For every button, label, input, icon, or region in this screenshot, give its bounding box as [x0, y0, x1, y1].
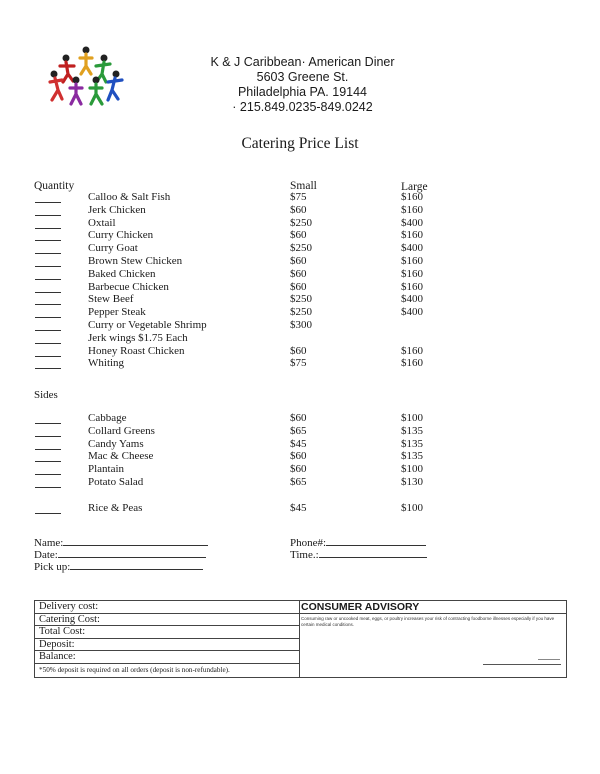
list-item — [0, 476, 600, 489]
small-price: $45 — [290, 437, 307, 450]
deposit-note: *50% deposit is required on all orders (deposit is non-refundable). — [39, 665, 230, 674]
small-price: $60 — [290, 450, 307, 463]
quantity-blank[interactable] — [35, 204, 61, 216]
small-price: $250 — [290, 306, 312, 319]
quantity-blank[interactable] — [35, 242, 61, 254]
name-label: Name: — [34, 537, 64, 549]
phone-input-line[interactable] — [326, 535, 426, 546]
list-item — [0, 242, 600, 255]
small-price: $60 — [290, 280, 307, 293]
list-item — [0, 229, 600, 242]
small-price: $60 — [290, 412, 307, 424]
large-price: $130 — [401, 476, 423, 488]
item-name: Oxtail — [88, 216, 116, 229]
quantity-blank[interactable] — [35, 450, 61, 462]
small-price: $65 — [290, 476, 307, 488]
item-name: Whiting — [88, 357, 125, 370]
date-input-line[interactable] — [58, 547, 206, 558]
item-name: Plantain — [88, 463, 125, 476]
small-price: $65 — [290, 424, 307, 437]
time-input-line[interactable] — [319, 547, 427, 558]
restaurant-street: 5603 Greene St. — [256, 70, 349, 84]
quantity-blank[interactable] — [35, 502, 61, 514]
list-item — [0, 306, 600, 319]
small-price: $75 — [290, 191, 307, 203]
list-item — [0, 345, 600, 358]
list-item — [0, 268, 600, 281]
deposit-row[interactable]: Deposit: — [35, 639, 299, 652]
list-item — [0, 332, 600, 345]
large-price: $100 — [401, 412, 423, 424]
item-name: Collard Greens — [88, 424, 155, 437]
list-item — [0, 463, 600, 476]
large-price: $160 — [401, 267, 423, 280]
quantity-blank[interactable] — [35, 438, 61, 450]
item-name: Brown Stew Chicken — [88, 255, 183, 267]
quantity-blank[interactable] — [35, 191, 61, 203]
large-price: $135 — [401, 450, 423, 463]
large-price: $160 — [401, 255, 423, 267]
item-name: Curry Chicken — [88, 229, 154, 242]
item-name: Stew Beef — [88, 293, 134, 306]
pickup-field — [34, 559, 203, 573]
name-input-line[interactable] — [63, 535, 208, 546]
quantity-column-header: Quantity — [34, 180, 75, 192]
balance-row[interactable]: Balance: — [35, 651, 299, 664]
large-column-header: Large — [401, 181, 428, 193]
small-price: $250 — [290, 293, 312, 306]
list-item — [0, 319, 600, 332]
dancers-logo-icon — [46, 44, 126, 106]
small-price: $60 — [290, 229, 307, 242]
large-price: $400 — [401, 242, 423, 255]
advisory-text: Consuming raw or uncooked meat, eggs, or poultry increases your risk of contracting foodborne illnesses especially if you have certain medical conditions. — [301, 616, 555, 627]
list-item — [0, 255, 600, 268]
item-name: Calloo & Salt Fish — [88, 191, 171, 203]
large-price: $160 — [401, 344, 423, 357]
small-price: $75 — [290, 357, 307, 370]
item-name: Rice & Peas — [88, 502, 143, 514]
item-name: Jerk wings $1.75 Each — [88, 331, 188, 344]
small-column-header: Small — [290, 180, 317, 192]
cost-summary-box — [34, 600, 300, 678]
item-name: Curry or Vegetable Shrimp — [88, 319, 207, 331]
item-name: Pepper Steak — [88, 306, 146, 319]
advisory-title: CONSUMER ADVISORY — [298, 601, 566, 614]
catering-cost-row[interactable]: Catering Cost: — [35, 614, 299, 627]
small-price: $250 — [290, 216, 312, 229]
quantity-blank[interactable] — [35, 463, 61, 475]
large-price: $160 — [401, 280, 423, 293]
item-name: Baked Chicken — [88, 267, 156, 280]
large-price: $135 — [401, 424, 423, 437]
small-price: $300 — [290, 319, 312, 331]
advisory-mark — [538, 659, 560, 660]
list-item — [0, 191, 600, 204]
small-price: $60 — [290, 267, 307, 280]
delivery-cost-row[interactable]: Delivery cost: — [35, 601, 299, 614]
large-price: $400 — [401, 306, 423, 319]
list-item — [0, 438, 600, 451]
quantity-blank[interactable] — [35, 217, 61, 229]
large-price: $160 — [401, 229, 423, 242]
list-item — [0, 450, 600, 463]
phone-label: Phone#: — [290, 537, 327, 549]
item-name: Honey Roast Chicken — [88, 344, 185, 357]
pickup-input-line[interactable] — [70, 559, 203, 570]
quantity-blank[interactable] — [35, 306, 61, 318]
time-label: Time.: — [290, 549, 319, 561]
list-item — [0, 357, 600, 370]
total-cost-row[interactable]: Total Cost: — [35, 626, 299, 639]
list-item — [0, 412, 600, 425]
item-name: Mac & Cheese — [88, 450, 154, 463]
quantity-blank[interactable] — [35, 319, 61, 331]
item-name: Cabbage — [88, 412, 127, 424]
item-name: Candy Yams — [88, 437, 144, 450]
time-field — [290, 547, 427, 561]
large-price: $400 — [401, 216, 423, 229]
large-price: $100 — [401, 463, 423, 476]
quantity-blank[interactable] — [35, 412, 61, 424]
list-item — [0, 217, 600, 230]
small-price: $60 — [290, 344, 307, 357]
consumer-advisory-box — [298, 600, 567, 678]
quantity-blank[interactable] — [35, 476, 61, 488]
small-price: $45 — [290, 502, 307, 514]
restaurant-name: K & J Caribbean· American Diner — [210, 55, 395, 69]
quantity-blank[interactable] — [35, 293, 61, 305]
sides-heading: Sides — [34, 389, 58, 401]
restaurant-city: Philadelphia PA. 19144 — [237, 85, 368, 99]
small-price: $60 — [290, 463, 307, 476]
list-item — [0, 425, 600, 438]
restaurant-phone: · 215.849.0235-849.0242 — [232, 100, 373, 114]
large-price: $135 — [401, 437, 423, 450]
small-price: $60 — [290, 255, 307, 267]
quantity-blank[interactable] — [35, 345, 61, 357]
list-item — [0, 502, 600, 515]
large-price: $400 — [401, 293, 423, 306]
large-price: $160 — [401, 203, 423, 216]
item-name: Jerk Chicken — [88, 203, 146, 216]
quantity-blank[interactable] — [35, 268, 61, 280]
large-price: $160 — [401, 357, 423, 370]
large-price: $100 — [401, 502, 423, 514]
small-price: $60 — [290, 203, 307, 216]
item-name: Curry Goat — [88, 242, 138, 255]
list-item — [0, 204, 600, 217]
list-item — [0, 281, 600, 294]
item-name: Potato Salad — [88, 476, 144, 488]
small-price: $250 — [290, 242, 312, 255]
list-item — [0, 293, 600, 306]
quantity-blank[interactable] — [35, 425, 61, 437]
large-price: $160 — [401, 191, 423, 203]
quantity-blank[interactable] — [35, 281, 61, 293]
quantity-blank[interactable] — [35, 332, 61, 344]
item-name: Barbecue Chicken — [88, 280, 169, 293]
quantity-blank[interactable] — [35, 229, 61, 241]
pickup-label: Pick up: — [34, 561, 71, 573]
date-label: Date: — [34, 549, 58, 561]
page-title: Catering Price List — [241, 135, 359, 152]
quantity-blank[interactable] — [35, 255, 61, 267]
quantity-blank[interactable] — [35, 357, 61, 369]
advisory-signature-line — [483, 664, 561, 665]
